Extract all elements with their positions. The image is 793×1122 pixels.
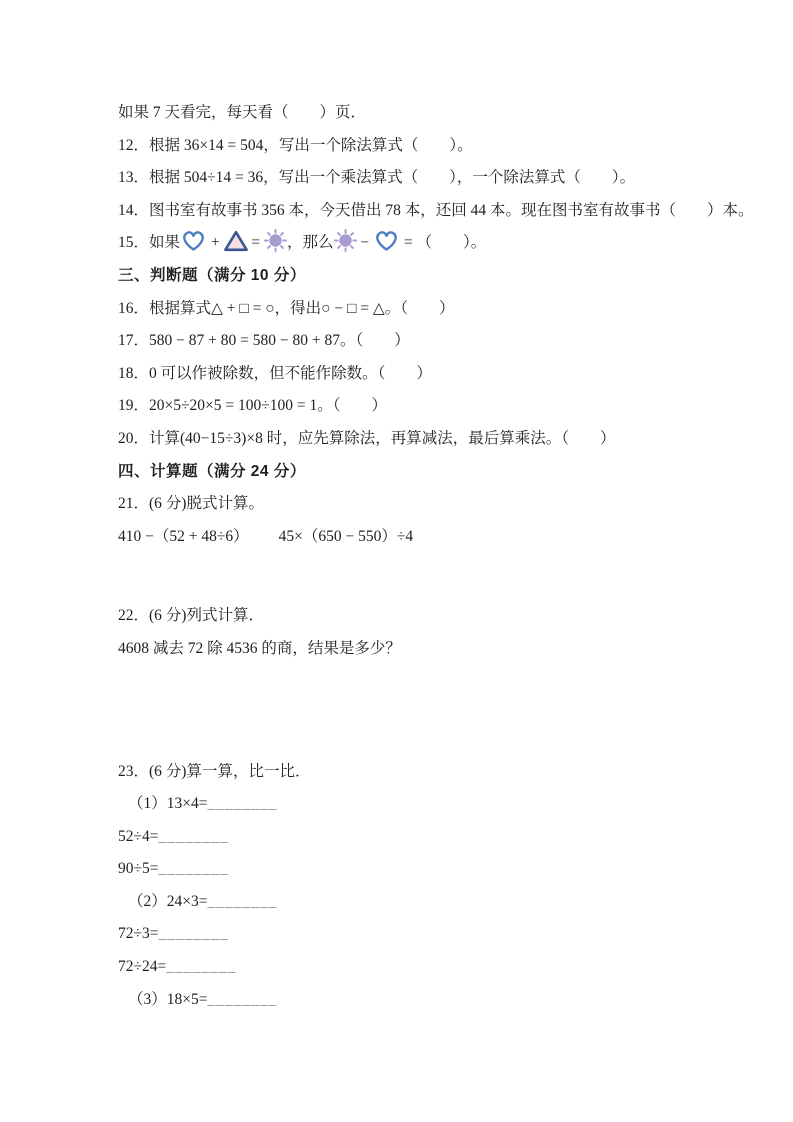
question-15-tail: = （ ）。 (400, 234, 487, 252)
answer-blank: ________ (207, 892, 278, 910)
answer-blank: ________ (166, 958, 237, 976)
expression-1: 410 −（52 + 48÷6） (118, 527, 249, 545)
answer-blank: ________ (158, 860, 229, 878)
question-16: 16．根据算式△ + □ = ○，得出○ − □ = △。（ ） (118, 299, 455, 317)
calc-item-5 (118, 918, 753, 951)
section-4-heading: 四、计算题（满分 24 分） (118, 462, 306, 480)
sun-icon (334, 229, 357, 252)
heart-icon (180, 229, 207, 252)
answer-blank: ________ (158, 925, 229, 943)
question-22-body: 4608 减去 72 除 4536 的商，结果是多少？ (118, 639, 401, 657)
calc-item-3 (118, 853, 753, 886)
calc-item-6 (118, 951, 753, 984)
question-15-prefix: 15．如果 (118, 234, 181, 252)
question-23: 23．(6 分)算一算，比一比． (118, 762, 311, 780)
question-15-middle: ，那么 (287, 234, 334, 252)
equals-operator: = (247, 234, 265, 252)
calc-item-1 (118, 788, 753, 821)
calc-item-label: 72÷24= (118, 958, 167, 976)
question-17: 17．580 − 87 + 80 = 580 − 80 + 87。（ ） (118, 332, 410, 350)
triangle-icon (224, 230, 248, 252)
expression-2: 45×（650 − 550）÷4 (278, 527, 414, 545)
question-12: 12．根据 36×14 = 504，写出一个除法算式（ ）。 (118, 136, 473, 154)
sun-icon (264, 229, 287, 252)
calc-item-label: 90÷5= (118, 860, 159, 878)
calc-item-4 (118, 886, 753, 919)
calc-item-7 (118, 984, 753, 1017)
question-18: 18．0 可以作被除数，但不能作除数。（ ） (118, 364, 432, 382)
section-3-heading: 三、判断题（满分 10 分） (118, 266, 306, 284)
answer-blank: ________ (207, 990, 278, 1008)
question-22: 22．(6 分)列式计算． (118, 607, 264, 625)
calc-item-label: （3）18×5= (128, 990, 208, 1008)
question-20: 20．计算(40−15÷3)×8 时，应先算除法，再算减法，最后算乘法。（ ） (118, 429, 616, 447)
answer-blank: ________ (158, 827, 229, 845)
question-13: 13．根据 504÷14 = 36，写出一个乘法算式（ ），一个除法算式（ ）。 (118, 169, 636, 187)
calc-item-label: 52÷4= (118, 827, 159, 845)
question-21-expressions (118, 521, 753, 554)
plus-operator: + (207, 234, 224, 252)
question-15 (118, 227, 753, 260)
calc-item-label: （2）24×3= (128, 892, 208, 910)
calc-item-label: （1）13×4= (128, 795, 208, 813)
minus-operator: − (356, 234, 374, 252)
question-14: 14．图书室有故事书 356 本，今天借出 78 本，还回 44 本。现在图书室有故事书（ ）本。 (118, 201, 754, 219)
question-19: 19．20×5÷20×5 = 100÷100 = 1。（ ） (118, 397, 387, 415)
answer-blank: ________ (207, 795, 278, 813)
heart-icon (373, 229, 400, 252)
question-11-continuation: 如果 7 天看完，每天看（ ）页． (118, 104, 367, 121)
question-21: 21．(6 分)脱式计算。 (118, 495, 264, 513)
calc-item-label: 72÷3= (118, 925, 159, 943)
calc-item-2 (118, 821, 753, 854)
